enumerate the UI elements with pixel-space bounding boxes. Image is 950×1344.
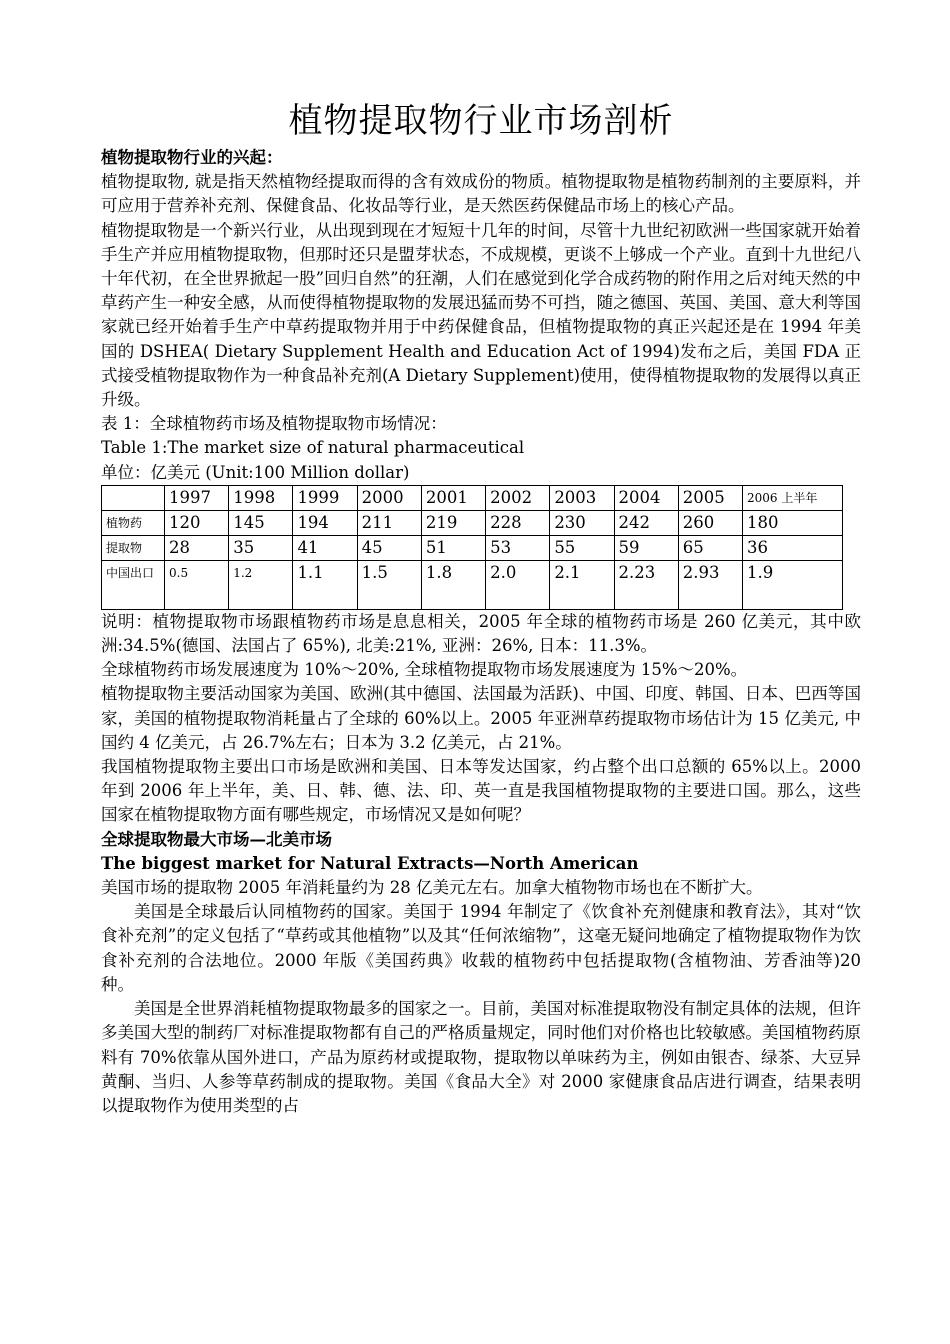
- paragraph-us-law: 美国是全球最后认同植物药的国家。美国于 1994 年制定了《饮食补充剂健康和教育法》，其对“饮食补充剂”的定义包括了“草药或其他植物”以及其“任何浓缩物”，这毫无疑问地确定了植物提取物作为饮食补充剂的合法地位。2000 年版《美国药典》收载的植物药中包括提取物(含植物油、芳香油等)20 种。: [101, 902, 861, 994]
- value-cell: 120: [165, 510, 229, 535]
- value-cell: 2.0: [486, 560, 550, 609]
- year-cell: 2000: [357, 485, 421, 510]
- value-cell: 219: [421, 510, 485, 535]
- value-cell: 2.93: [678, 560, 742, 609]
- section-heading-rise: 植物提取物行业的兴起：: [101, 148, 283, 167]
- value-cell: 59: [614, 535, 678, 560]
- row-label: 植物药: [102, 510, 165, 535]
- value-cell: 260: [678, 510, 742, 535]
- document-title: 植物提取物行业市场剖析: [288, 101, 674, 141]
- value-cell: 2.23: [614, 560, 678, 609]
- paragraph-definition: 植物提取物, 就是指天然植物经提取而得的含有效成份的物质。植物提取物是植物药制剂的主要原料，并可应用于营养补充剂、保健食品、化妆品等行业，是天然医药保健品市场上的核心产品。: [101, 172, 861, 216]
- paragraph-us-consumption: 美国市场的提取物 2005 年消耗量约为 28 亿美元左右。加拿大植物物市场也在不断扩大。: [101, 878, 763, 898]
- value-cell: 211: [357, 510, 421, 535]
- year-cell: 1998: [229, 485, 293, 510]
- year-cell: 2006 上半年: [742, 485, 842, 510]
- year-cell: 1997: [165, 485, 229, 510]
- value-cell: 36: [742, 535, 842, 560]
- value-cell: 0.5: [165, 560, 229, 609]
- row-label: 中国出口: [102, 560, 165, 609]
- value-cell: 180: [742, 510, 842, 535]
- year-cell: 1999: [293, 485, 357, 510]
- value-cell: 65: [678, 535, 742, 560]
- value-cell: 55: [550, 535, 614, 560]
- paragraph-note: 说明：植物提取物市场跟植物药市场是息息相关，2005 年全球的植物药市场是 260 亿美元，其中欧洲:34.5%(德国、法国占了 65%), 北美:21%, 亚洲：26%, 日本：11.3%。: [101, 611, 861, 656]
- value-cell: 28: [165, 535, 229, 560]
- table-unit: 单位：亿美元 (Unit:100 Million dollar): [101, 462, 410, 482]
- table-corner-cell: [102, 485, 165, 510]
- paragraph-growth: 全球植物药市场发展速度为 10%～20%, 全球植物提取物市场发展速度为 15%～20%。: [101, 660, 748, 680]
- table-row: [102, 510, 843, 535]
- value-cell: 41: [293, 535, 357, 560]
- value-cell: 1.5: [357, 560, 421, 609]
- paragraph-exports: 我国植物提取物主要出口市场是欧洲和美国、日本等发达国家，约占整个出口总额的 65%以上。2000 年到 2006 年上半年，美、日、韩、德、法、印、英一直是我国植物提取物的主要进口国。那么，这些国家在植物提取物方面有哪些规定，市场情况又是如何呢？: [101, 757, 861, 825]
- table-row: [102, 535, 843, 560]
- section-heading-na-cn: 全球提取物最大市场—北美市场: [101, 829, 332, 849]
- year-cell: 2004: [614, 485, 678, 510]
- year-cell: 2002: [486, 485, 550, 510]
- section-heading-na-en: The biggest market for Natural Extracts—North American: [101, 853, 639, 873]
- value-cell: 35: [229, 535, 293, 560]
- paragraph-history: 植物提取物是一个新兴行业，从出现到现在才短短十几年的时间，尽管十九世纪初欧洲一些国家就开始着手生产并应用植物提取物，但那时还只是盟芽状态，不成规模，更谈不上够成一个产业。直到十九世纪八十年代初，在全世界掀起一股”回归自然”的狂潮，人们在感觉到化学合成药物的附作用之后对纯天然的中草药产生一种安全感，从而使得植物提取物的发展迅猛而势不可挡，随之德国、英国、美国、意大利等国家就已经开始着手生产中草药提取物并用于中药保健食品，但植物提取物的真正兴起还是在 1994 年美国的 DSHEA( Dietary Supplement Health and Education Act of 1994)发布之后，美国 FDA 正式接受植物提取物作为一种食品补充剂(A Dietary Supplement)使用，使得植物提取物的发展得以真正升级。: [101, 220, 861, 410]
- value-cell: 230: [550, 510, 614, 535]
- row-label: 提取物: [102, 535, 165, 560]
- year-cell: 2005: [678, 485, 742, 510]
- value-cell: 228: [486, 510, 550, 535]
- value-cell: 1.2: [229, 560, 293, 609]
- document-page: [101, 96, 861, 1118]
- table-caption-cn: 表 1：全球植物药市场及植物提取物市场情况：: [101, 414, 447, 434]
- value-cell: 45: [357, 535, 421, 560]
- value-cell: 51: [421, 535, 485, 560]
- paragraph-countries: 植物提取物主要活动国家为美国、欧洲(其中德国、法国最为活跃)、中国、印度、韩国、日本、巴西等国家，美国的植物提取物消耗量占了全球的 60%以上。2005 年亚洲草药提取物市场估计为 15 亿美元, 中国约 4 亿美元，占 26.7%左右；日本为 3.2 亿美元，占 21%。: [101, 684, 861, 752]
- value-cell: 145: [229, 510, 293, 535]
- table-caption-en: Table 1:The market size of natural pharmaceutical: [101, 438, 525, 458]
- table-header-row: [102, 485, 843, 510]
- paragraph-us-market: 美国是全世界消耗植物提取物最多的国家之一。目前，美国对标准提取物没有制定具体的法规，但许多美国大型的制药厂对标准提取物都有自己的严格质量规定，同时他们对价格也比较敏感。美国植物药原料有 70%依靠从国外进口，产品为原药材或提取物，提取物以单味药为主，例如由银杏、绿茶、大豆异黄酮、当归、人参等草药制成的提取物。美国《食品大全》对 2000 家健康食品店进行调查，结果表明以提取物作为使用类型的占: [101, 999, 861, 1115]
- year-cell: 2003: [550, 485, 614, 510]
- value-cell: 2.1: [550, 560, 614, 609]
- table-row: [102, 560, 843, 609]
- value-cell: 242: [614, 510, 678, 535]
- value-cell: 1.8: [421, 560, 485, 609]
- value-cell: 194: [293, 510, 357, 535]
- value-cell: 53: [486, 535, 550, 560]
- year-cell: 2001: [421, 485, 485, 510]
- value-cell: 1.9: [742, 560, 842, 609]
- market-size-table: [101, 485, 843, 610]
- value-cell: 1.1: [293, 560, 357, 609]
